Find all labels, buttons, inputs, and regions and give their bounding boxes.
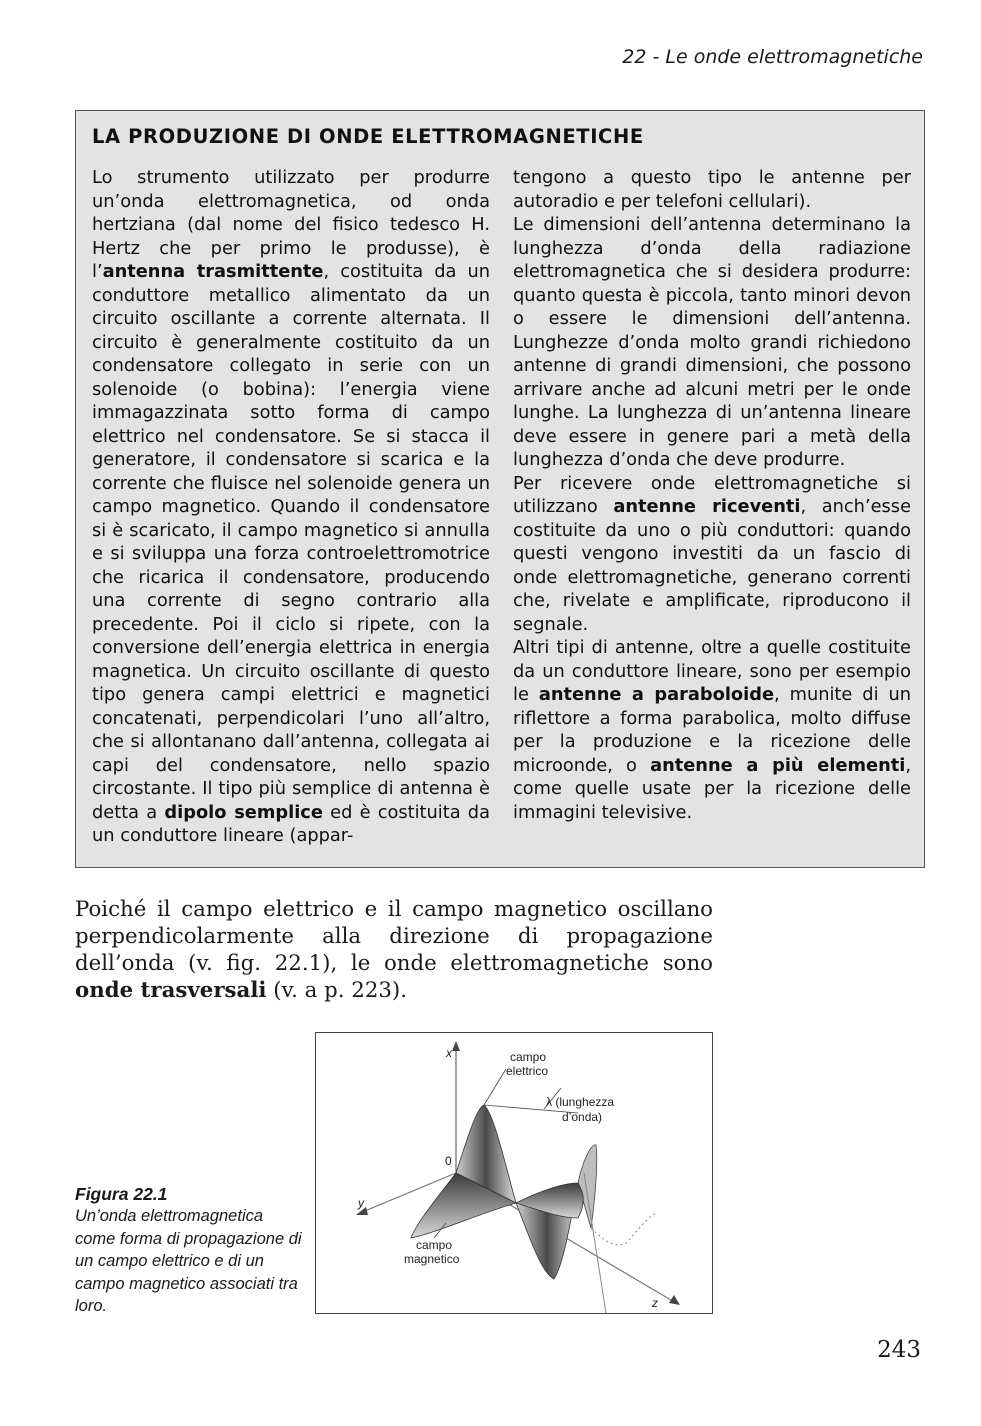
term-onde-trasversali: onde trasversali xyxy=(75,978,267,1003)
body-paragraph: Poiché il campo elettrico e il campo magnetico oscillano perpendicolarmente alla direzione di propagazione dell’onda (v. fig. 22.1), le onde elettromagnetiche sono onde trasversali (v. a p. 223). xyxy=(75,897,713,1003)
term-antenne-piu-elementi: antenne a più elementi xyxy=(650,754,906,776)
term-antenne-riceventi: antenne riceventi xyxy=(613,496,801,517)
electric-label-line2: elettrico xyxy=(506,1064,549,1078)
figure-caption xyxy=(75,1183,305,1317)
box-paragraph: Le dimensioni dell’antenna determinano la lunghezza d’onda della radiazione elettromagnetica che si desidera produrre: quanto questa è piccola, tanto minori devon o essere le dimensioni dell’antenna. Lunghezze d’onda molto grandi richiedono antenne di grandi dimensioni, che possono arrivare anche ad alcuni metri per le onde lunghe. La lunghezza di un’antenna lineare deve essere in genere pari a metà della lunghezza d’onda che deve produrre. xyxy=(513,214,911,470)
box-paragraph: Lo strumento utilizzato per produrre un’onda elettromagnetica, od onda hertziana (dal nome del fisico tedesco H. Hertz che per primo le produsse), è l’antenna trasmittente, costituita da un conduttore metallico alimentato da un circuito oscillante a corrente alternata. Il circuito è generalmente costituito da un condensatore collegato in serie con un solenoide (o bobina): l’energia viene immagazzinata sotto forma di campo elettrico nel condensatore. Se si stacca il generatore, il condensatore si scarica e la corrente che fluisce nel solenoide genera un campo magnetico. Quando il condensatore si è scaricato, il campo magnetico si annulla e si sviluppa una forza controelettromotrice che ricarica il condensatore, producendo una corrente di segno contrario alla precedente. Poi il ciclo si ripete, con la conversione dell’energia elettrica in energia magnetica. Un circuito oscillante di questo tipo genera campi elettrici e magnetici concatenati, perpendicolari l’uno all’altro, che si allontanano dall’antenna, collegata ai capi del condensatore, nello spazio circostante. Il tipo più semplice di antenna è detta a dipolo semplice ed è costituita da un conduttore lineare (appar- xyxy=(92,167,490,846)
caption-text: Un’onda elettromagnetica come forma di propagazione di un campo elettrico e di un campo magnetico associati tra loro. xyxy=(75,1207,302,1316)
box-column-left xyxy=(92,166,490,848)
term-antenna-trasmittente: antenna trasmittente xyxy=(102,261,324,282)
page-number: 243 xyxy=(877,1337,921,1363)
box-paragraph: Per ricevere onde elettromagnetiche si utilizzano antenne riceventi, anch’esse costituite da uno o più conduttori: quando questi vengono investiti da un fascio di onde elettromagnetiche, generano correnti che, rivelate e amplificate, riproducono il segnale. xyxy=(513,472,912,635)
term-dipolo-semplice: dipolo semplice xyxy=(164,801,323,823)
electric-label-line1: campo xyxy=(510,1050,547,1064)
box-paragraph: Altri tipi di antenne, oltre a quelle costituite da un conduttore lineare, sono per esempio le antenne a paraboloide, munite di un riflettore a forma parabolica, molto diffuse per la produzione e la ricezione delle microonde, o antenne a più elementi, come quelle usate per la ricezione delle immagini televisive. xyxy=(513,637,912,823)
box-column-right xyxy=(513,166,911,824)
caption-title: Figura 22.1 xyxy=(75,1184,168,1204)
wave-continuation xyxy=(591,1213,656,1245)
axis-z-label: z xyxy=(652,1296,658,1310)
electric-field-lobe xyxy=(578,1145,597,1228)
magnetic-label-line1: campo xyxy=(416,1238,453,1252)
axis-y-label: y xyxy=(358,1196,364,1210)
axis-x-label: x xyxy=(446,1046,452,1060)
origin-label: 0 xyxy=(445,1154,452,1168)
box-title: LA PRODUZIONE DI ONDE ELETTROMAGNETICHE xyxy=(92,125,644,148)
info-box xyxy=(75,110,925,868)
wavelength-label-line2: d’onda) xyxy=(562,1110,603,1124)
electric-leader xyxy=(484,1069,506,1105)
wave-figure xyxy=(315,1032,713,1314)
wavelength-label-line1: λ (lunghezza xyxy=(546,1095,615,1109)
term-antenne-paraboloide: antenne a paraboloide xyxy=(538,684,775,705)
running-header: 22 - Le onde elettromagnetiche xyxy=(622,46,923,68)
box-paragraph: tengono a questo tipo le antenne per autoradio e per telefoni cellulari). xyxy=(513,167,911,212)
axis-x-arrow-icon xyxy=(452,1041,460,1051)
magnetic-label-line2: magnetico xyxy=(404,1252,460,1266)
wave-illustration xyxy=(316,1033,712,1313)
